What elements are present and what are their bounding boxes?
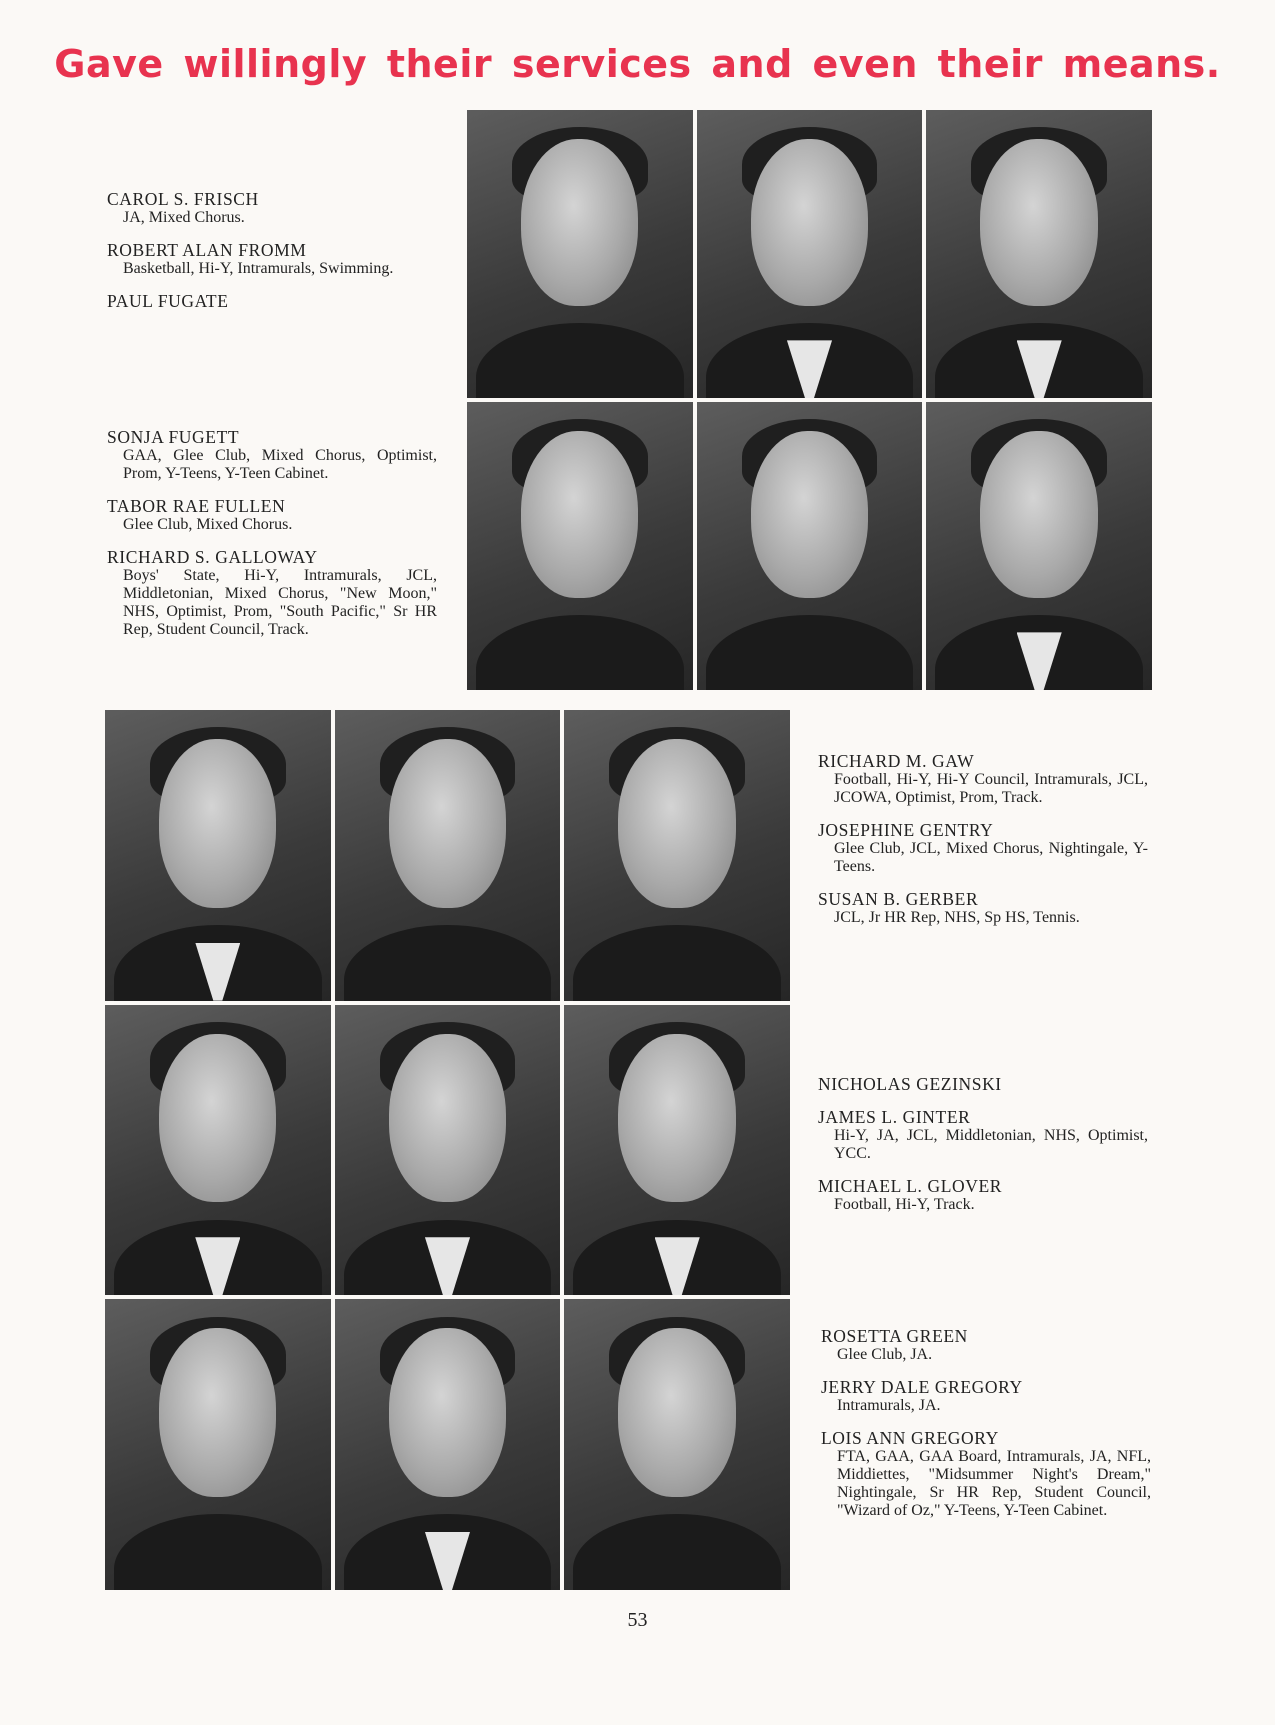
- portrait-grid-bottom: [105, 710, 790, 1590]
- portrait-grid-top: [467, 110, 1152, 690]
- student-name: ROBERT ALAN FROMM: [107, 240, 307, 260]
- student-name: MICHAEL L. GLOVER: [818, 1176, 1003, 1196]
- student-activities: Boys' State, Hi-Y, Intramurals, JCL, Middletonian, Mixed Chorus, "New Moon," NHS, Optimist, Prom, "South Pacific," Sr HR Rep, Student Council, Track.: [123, 567, 437, 638]
- portrait-photo: [105, 710, 331, 1001]
- portrait-photo: [105, 1299, 331, 1590]
- caption-group: [818, 1075, 1148, 1228]
- student-activities: Glee Club, JA.: [837, 1346, 933, 1363]
- student-name: NICHOLAS GEZINSKI: [818, 1074, 1002, 1094]
- portrait-photo: [335, 1005, 561, 1296]
- portrait-photo: [467, 402, 693, 690]
- student-activities: Basketball, Hi-Y, Intramurals, Swimming.: [123, 260, 394, 277]
- portrait-photo: [564, 1299, 790, 1590]
- portrait-photo: [926, 402, 1152, 690]
- student-name: LOIS ANN GREGORY: [821, 1428, 999, 1448]
- portrait-photo: [926, 110, 1152, 398]
- student-activities: GAA, Glee Club, Mixed Chorus, Optimist, Prom, Y-Teens, Y-Teen Cabinet.: [123, 447, 437, 482]
- student-name: TABOR RAE FULLEN: [107, 496, 286, 516]
- caption-group: [107, 190, 437, 325]
- caption-group: [107, 428, 437, 653]
- student-activities: Hi-Y, JA, JCL, Middletonian, NHS, Optimist, YCC.: [834, 1127, 1148, 1162]
- portrait-photo: [697, 402, 923, 690]
- student-name: JERRY DALE GREGORY: [821, 1377, 1023, 1397]
- student-name: ROSETTA GREEN: [821, 1326, 968, 1346]
- student-activities: FTA, GAA, GAA Board, Intramurals, JA, NFL, Middiettes, "Midsummer Night's Dream," Nightingale, Sr HR Rep, Student Council, "Wizard of Oz," Y-Teens, Y-Teen Cabinet.: [837, 1448, 1151, 1519]
- portrait-photo: [335, 1299, 561, 1590]
- student-name: PAUL FUGATE: [107, 291, 229, 311]
- student-name: JOSEPHINE GENTRY: [818, 820, 994, 840]
- student-activities: Glee Club, Mixed Chorus.: [123, 516, 293, 533]
- caption-group: [818, 752, 1148, 941]
- student-name: JAMES L. GINTER: [818, 1107, 971, 1127]
- student-activities: Intramurals, JA.: [837, 1397, 941, 1414]
- student-name: RICHARD M. GAW: [818, 751, 975, 771]
- student-name: SONJA FUGETT: [107, 427, 240, 447]
- portrait-photo: [564, 1005, 790, 1296]
- student-name: SUSAN B. GERBER: [818, 889, 979, 909]
- portrait-photo: [105, 1005, 331, 1296]
- caption-group: [821, 1327, 1151, 1534]
- page-headline: Gave willingly their services and even their means.: [54, 42, 1221, 86]
- page-number: 53: [627, 1609, 648, 1631]
- student-activities: Football, Hi-Y, Track.: [834, 1196, 975, 1213]
- student-name: RICHARD S. GALLOWAY: [107, 547, 318, 567]
- portrait-photo: [564, 710, 790, 1001]
- portrait-photo: [697, 110, 923, 398]
- portrait-photo: [335, 710, 561, 1001]
- student-name: CAROL S. FRISCH: [107, 189, 259, 209]
- student-activities: JA, Mixed Chorus.: [123, 209, 245, 226]
- student-activities: Football, Hi-Y, Hi-Y Council, Intramurals, JCL, JCOWA, Optimist, Prom, Track.: [834, 771, 1148, 806]
- student-activities: JCL, Jr HR Rep, NHS, Sp HS, Tennis.: [834, 909, 1080, 926]
- portrait-photo: [467, 110, 693, 398]
- student-activities: Glee Club, JCL, Mixed Chorus, Nightingale, Y-Teens.: [834, 840, 1148, 875]
